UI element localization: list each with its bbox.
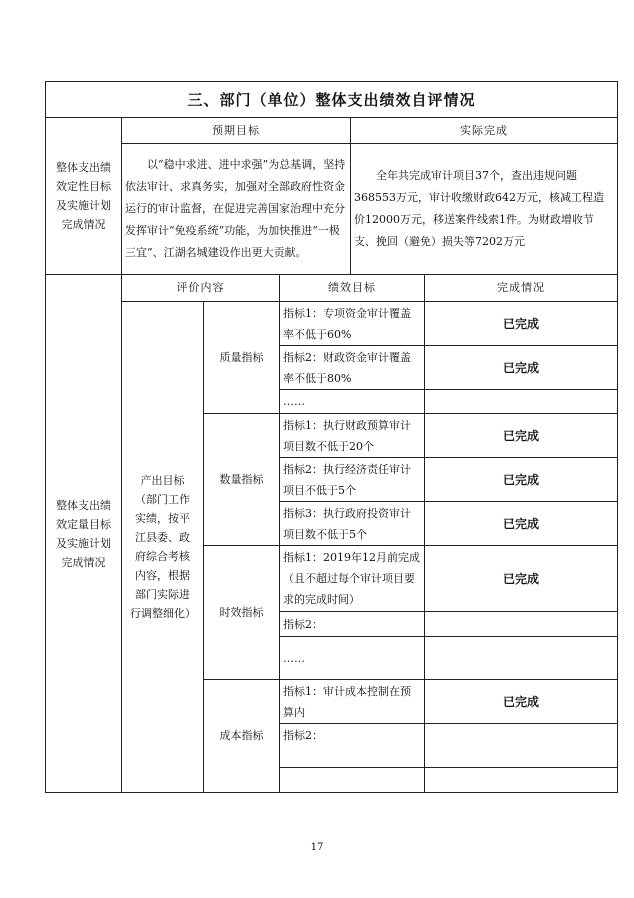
- completion-status: 已完成: [425, 546, 618, 612]
- expected-goal-header: 预期目标: [122, 118, 351, 144]
- indicator-group-quality: 质量指标: [204, 302, 280, 414]
- completion-status: 已完成: [425, 680, 618, 724]
- section-title: 三、部门（单位）整体支出绩效自评情况: [46, 82, 618, 118]
- completion-status: 已完成: [425, 458, 618, 502]
- indicator-target: 指标2：财政资金审计覆盖率不低于80%: [280, 346, 425, 390]
- output-goal-label: 产出目标（部门工作实绩，按平江县委、政府综合考核内容，根据部门实际进行调整细化）: [122, 302, 204, 793]
- indicator-target: ……: [280, 637, 425, 680]
- completion-status-header: 完成情况: [425, 275, 618, 302]
- completion-status: [425, 768, 618, 793]
- quantitative-row-label: 整体支出绩效定量目标及实施计划完成情况: [46, 275, 122, 793]
- indicator-group-cost: 成本指标: [204, 680, 280, 793]
- completion-status: [425, 390, 618, 414]
- indicator-target: 指标1：审计成本控制在预算内: [280, 680, 425, 724]
- actual-completion-text: 全年共完成审计项目37个，查出违规问题368553万元，审计收缴财政642万元，核减工程造价12000万元，移送案件线索1件。为财政增收节支、挽回（避免）损失等7202万元: [351, 144, 618, 275]
- completion-status: 已完成: [425, 414, 618, 458]
- indicator-target: ……: [280, 390, 425, 414]
- performance-table: [45, 81, 618, 793]
- indicator-target: 指标1：专项资金审计覆盖率不低于60%: [280, 302, 425, 346]
- evaluation-content-header: 评价内容: [122, 275, 280, 302]
- indicator-group-quantity: 数量指标: [204, 414, 280, 546]
- completion-status: [425, 724, 618, 768]
- completion-status: [425, 637, 618, 680]
- actual-completion-header: 实际完成: [351, 118, 618, 144]
- completion-status: 已完成: [425, 502, 618, 546]
- indicator-target: 指标1：执行财政预算审计项目数不低于20个: [280, 414, 425, 458]
- indicator-target: 指标1：2019年12月前完成（且不超过每个审计项目要求的完成时间）: [280, 546, 425, 612]
- completion-status: 已完成: [425, 302, 618, 346]
- expected-goal-text: 以“稳中求进、进中求强”为总基调，坚持依法审计、求真务实，加强对全部政府性资金运行的审计监督，在促进完善国家治理中充分发挥审计“免疫系统”功能，为加快推进“一极三宜”、江湖名城建设作出更大贡献。: [122, 144, 351, 275]
- indicator-target: [280, 768, 425, 793]
- page-number: 17: [310, 842, 324, 853]
- indicator-target: 指标3：执行政府投资审计项目数不低于5个: [280, 502, 425, 546]
- completion-status: [425, 612, 618, 637]
- indicator-target: 指标2：: [280, 612, 425, 637]
- completion-status: 已完成: [425, 346, 618, 390]
- indicator-group-timeliness: 时效指标: [204, 546, 280, 680]
- indicator-target: 指标2：执行经济责任审计项目不低于5个: [280, 458, 425, 502]
- indicator-target: 指标2：: [280, 724, 425, 768]
- performance-target-header: 绩效目标: [280, 275, 425, 302]
- qualitative-row-label: 整体支出绩效定性目标及实施计划完成情况: [46, 118, 122, 275]
